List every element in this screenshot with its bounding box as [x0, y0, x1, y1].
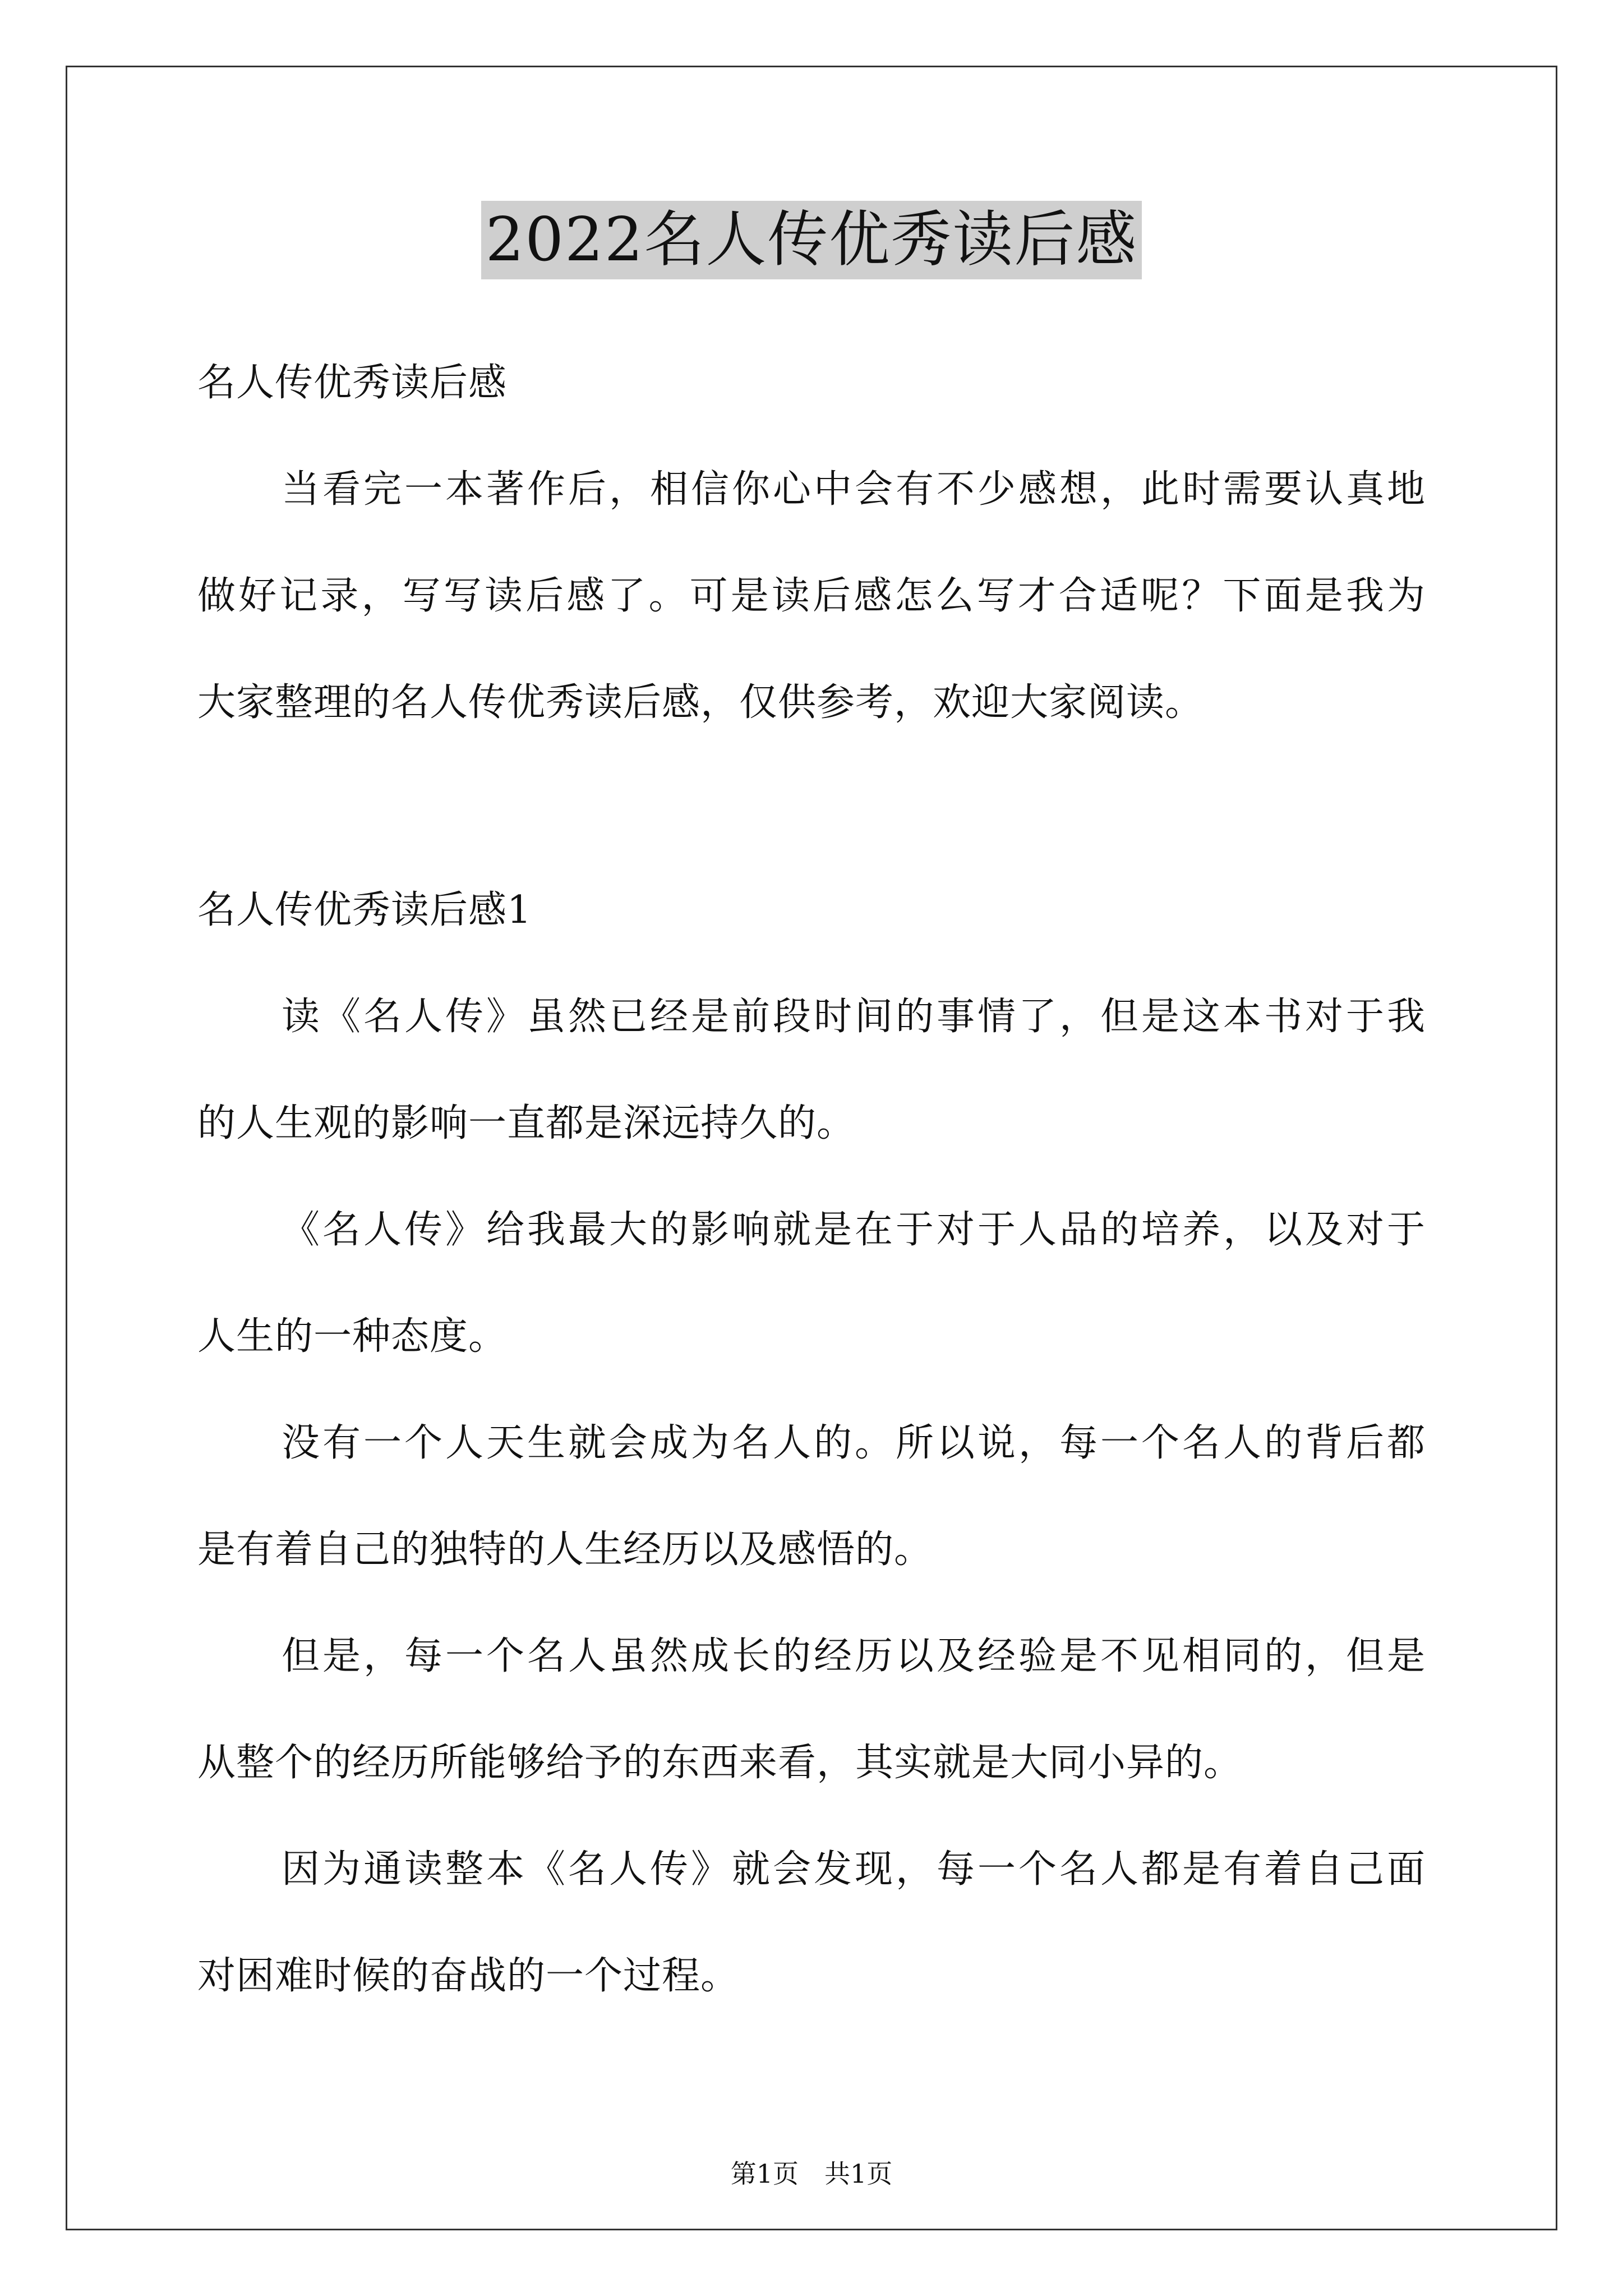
text-line: 是有着自己的独特的人生经历以及感悟的。 [197, 1527, 933, 1572]
text-line: 但是，每一个名人虽然成长的经历以及经验是不见相同的，但是 [282, 1634, 1426, 1678]
text-line: 从整个的经历所能够给予的东西来看，其实就是大同小异的。 [197, 1741, 1243, 1785]
page-footer [0, 2157, 1623, 2191]
text-line: 《名人传》给我最大的影响就是在于对于人品的培养，以及对于 [282, 1208, 1426, 1252]
document-title: 2022名人传优秀读后感 [481, 201, 1142, 279]
text-line: 对困难时候的奋战的一个过程。 [197, 1954, 740, 1998]
page-total: 共1页 [824, 2159, 893, 2189]
document-body [197, 341, 1426, 2041]
text-line: 名人传优秀读后感 [197, 361, 508, 405]
page-number: 第1页 [730, 2159, 799, 2189]
text-line: 因为通读整本《名人传》就会发现，每一个名人都是有着自己面 [282, 1847, 1426, 1892]
text-line: 的人生观的影响一直都是深远持久的。 [197, 1101, 856, 1145]
text-line: 大家整理的名人传优秀读后感，仅供参考，欢迎大家阅读。 [197, 680, 1204, 725]
text-line: 做好记录，写写读后感了。可是读后感怎么写才合适呢？下面是我为 [197, 574, 1426, 618]
paragraph-spacer [197, 767, 1426, 868]
text-line: 没有一个人天生就会成为名人的。所以说，每一个名人的背后都 [282, 1421, 1426, 1465]
title-container [0, 201, 1623, 279]
text-line: 人生的一种态度。 [197, 1314, 508, 1359]
text-line: 读《名人传》虽然已经是前段时间的事情了，但是这本书对于我 [282, 995, 1426, 1039]
text-line: 当看完一本著作后，相信你心中会有不少感想，此时需要认真地 [282, 467, 1426, 512]
text-line: 名人传优秀读后感1 [197, 888, 532, 932]
